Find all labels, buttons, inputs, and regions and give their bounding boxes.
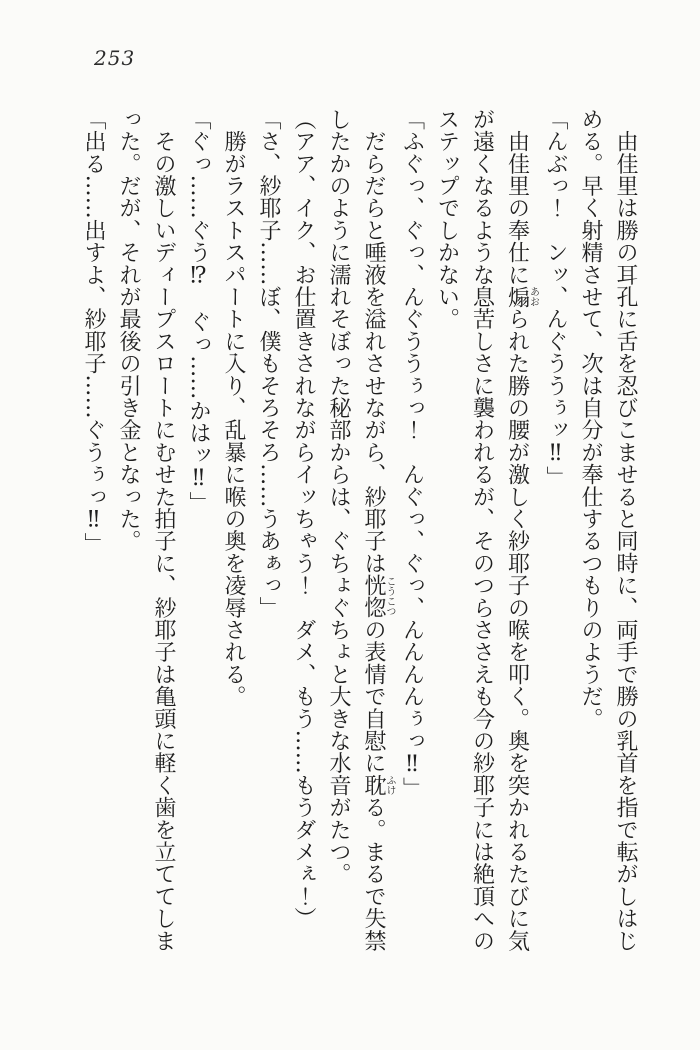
ruby-annotated-word: 煽あお xyxy=(504,285,539,308)
text-line: 由佳里は勝の耳孔に舌を忍びこませると同時に、両手で勝の乳首を指で転がしはじ xyxy=(613,108,638,952)
text-line: 勝がラストスパートに入り、乱暴に喉の奥を凌辱される。 xyxy=(221,108,246,708)
text-line: が遠くなるような息苦しさに襲われるが、そのつらささえも今の紗耶子には絶頂への xyxy=(469,108,495,952)
text-block xyxy=(76,108,643,954)
text-line: （アア、イク、お仕置きされながらイッちゃう！ ダメ、もう……もうダメぇ！） xyxy=(291,108,316,930)
page-number: 253 xyxy=(94,46,136,70)
text-line: ステップでしかない。 xyxy=(434,108,460,330)
text-line: 「さ、紗耶子……ぼ、僕もそろそろ……うあぁっ」 xyxy=(256,108,281,619)
text-line: したかのように濡れそぼった秘部からは、ぐちょぐちょと大きな水音がたつ。 xyxy=(326,108,351,885)
ruby-annotated-word: 耽ふけ xyxy=(361,774,395,797)
text-line: その激しいディープスロートにむせた拍子に、紗耶子は亀頭に軽く歯を立ててしま xyxy=(151,108,176,952)
text-line: める。早く射精させて、次は自分が奉仕するつもりのようだ。 xyxy=(578,108,603,730)
ruby-annotated-word: 恍惚こうこつ xyxy=(361,574,395,619)
text-line: 「ふぐっ、ぐっ、んぐううぅっ！ んぐっ、ぐっ、んんんんぅっ‼」 xyxy=(399,108,425,800)
text-line: 「出る……出すよ、紗耶子……ぐうぅっ‼」 xyxy=(81,108,106,555)
text-line: った。だが、それが最後の引き金となった。 xyxy=(116,108,141,552)
text-line: だらだらと唾液を溢れさせながら、紗耶子は恍惚こうこつの表情で自慰に耽ふける。まるで失禁 xyxy=(361,108,395,952)
text-line: 由佳里の奉仕に煽あおられた勝の腰が激しく紗耶子の喉を叩く。奥を突かれるたびに気 xyxy=(504,108,539,952)
text-line: 「ぐっ……ぐう⁉ ぐっ……かはッ‼」 xyxy=(186,108,211,514)
text-line: 「んぶっ！ ンッ、んぐううぅッ‼」 xyxy=(543,108,568,489)
